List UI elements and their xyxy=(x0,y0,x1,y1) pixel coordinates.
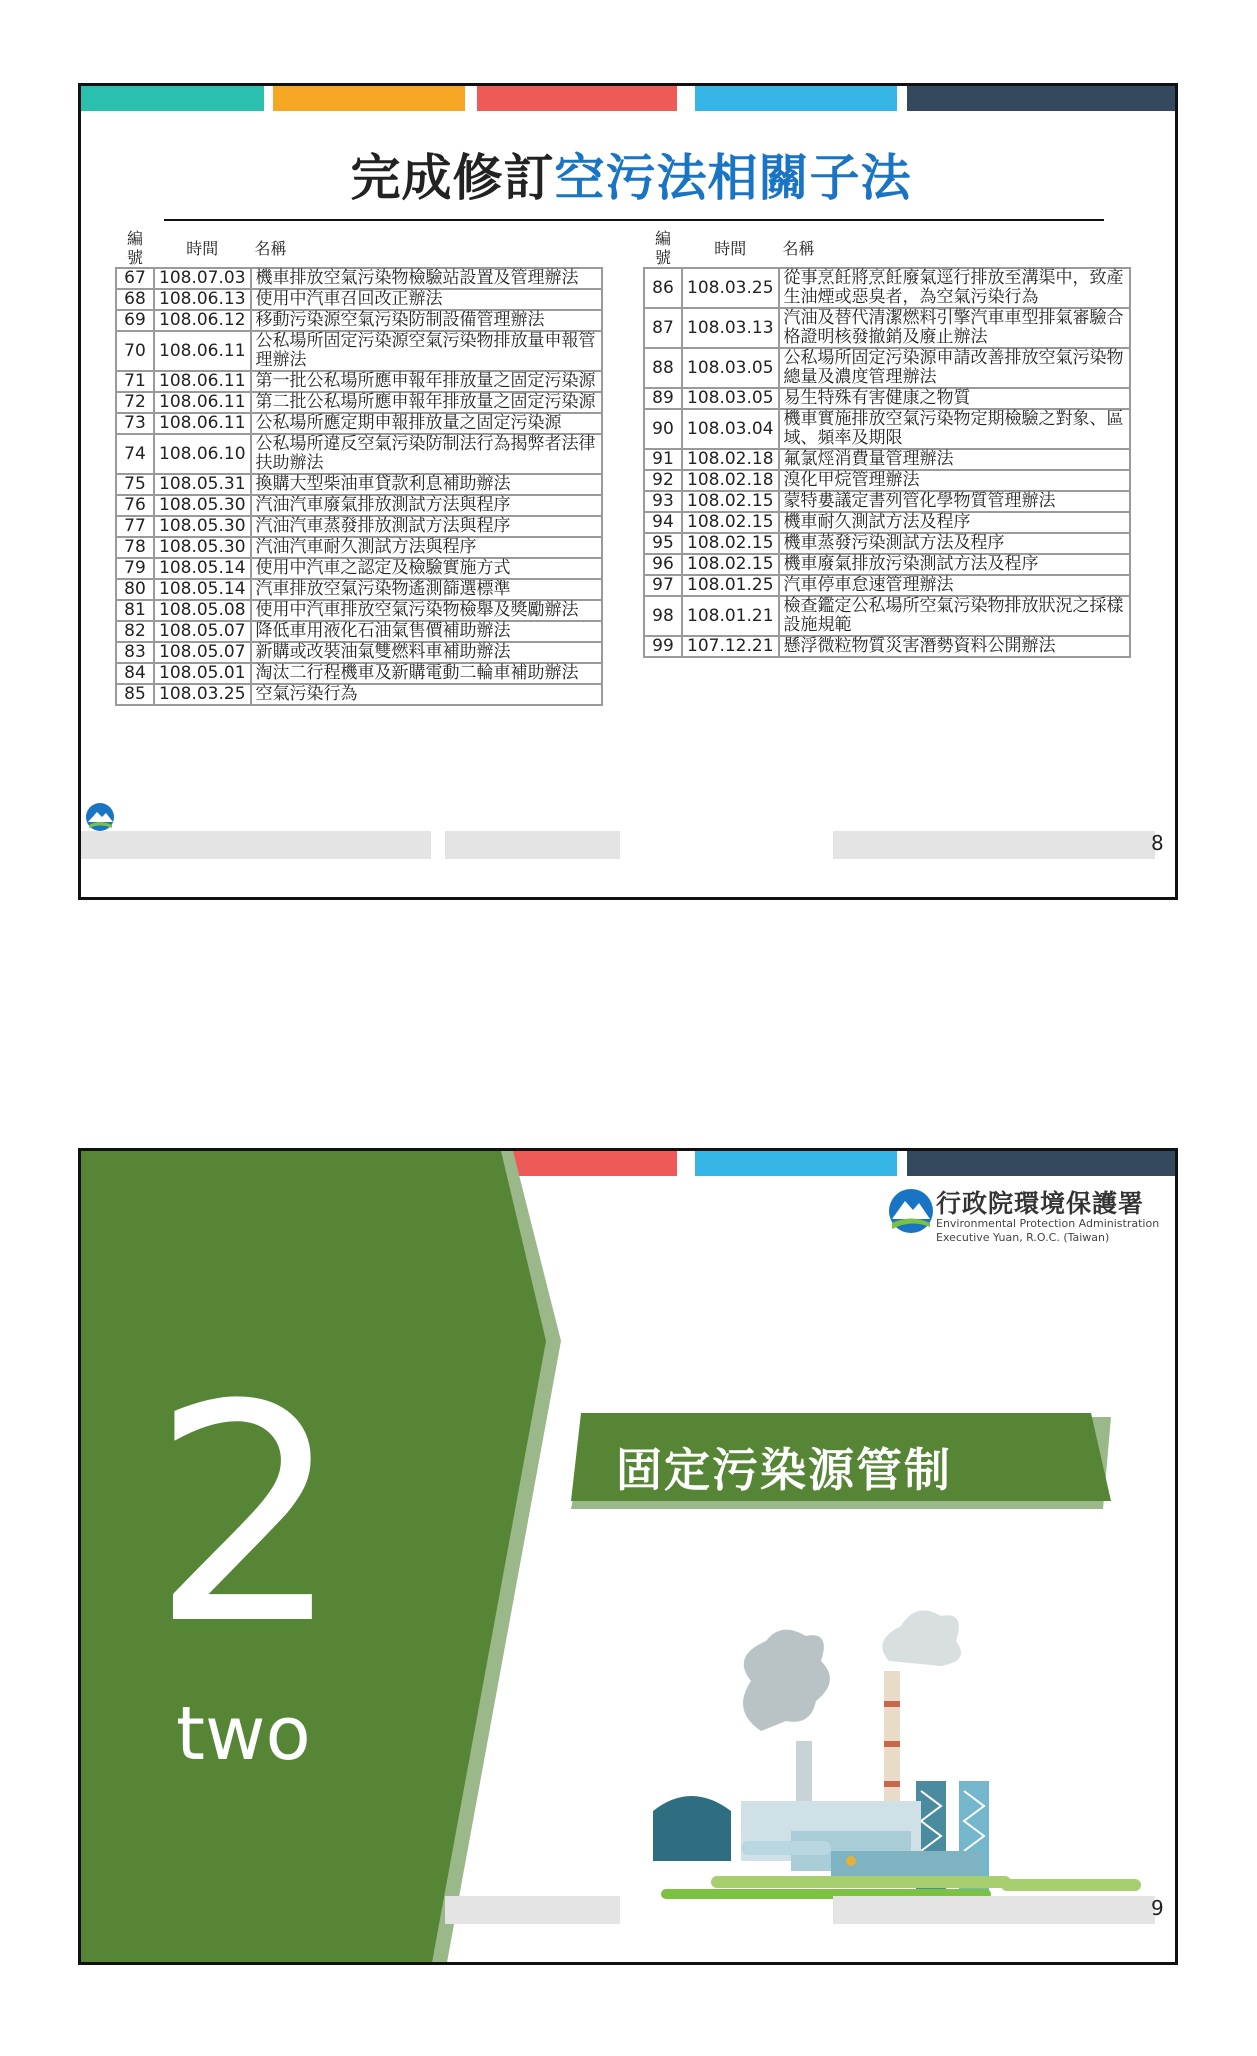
org-name-en-2: Executive Yuan, R.O.C. (Taiwan) xyxy=(936,1231,1110,1244)
table-row xyxy=(116,642,602,663)
row-date: 108.06.11 xyxy=(154,331,251,371)
row-date: 108.02.15 xyxy=(682,512,779,533)
row-name: 空氣污染行為 xyxy=(251,684,602,705)
title-rule xyxy=(164,219,1104,221)
section-word: two xyxy=(176,1691,311,1777)
table-row xyxy=(116,371,602,392)
header-date: 時間 xyxy=(154,228,251,268)
row-date: 108.03.25 xyxy=(682,268,779,308)
row-date: 108.05.30 xyxy=(154,516,251,537)
table-row xyxy=(116,558,602,579)
row-name: 使用中汽車召回改正辦法 xyxy=(251,289,602,310)
table-row xyxy=(116,434,602,474)
table-row xyxy=(644,596,1130,636)
row-name: 換購大型柴油車貸款利息補助辦法 xyxy=(251,474,602,495)
header-date: 時間 xyxy=(682,228,779,268)
table-row xyxy=(644,470,1130,491)
row-name: 檢查鑑定公私場所空氣污染物排放狀況之採樣設施規範 xyxy=(779,596,1130,636)
color-stripes xyxy=(81,86,1175,111)
table-row xyxy=(116,663,602,684)
row-number: 84 xyxy=(116,663,154,684)
row-date: 108.02.15 xyxy=(682,491,779,512)
table-row xyxy=(116,600,602,621)
slide-9 xyxy=(78,1148,1178,1965)
footer-bar xyxy=(833,1896,1155,1924)
row-name: 使用中汽車之認定及檢驗實施方式 xyxy=(251,558,602,579)
row-date: 108.05.31 xyxy=(154,474,251,495)
row-name: 第一批公私場所應申報年排放量之固定污染源 xyxy=(251,371,602,392)
row-number: 68 xyxy=(116,289,154,310)
row-number: 79 xyxy=(116,558,154,579)
row-number: 75 xyxy=(116,474,154,495)
row-date: 108.05.07 xyxy=(154,621,251,642)
row-name: 移動污染源空氣污染防制設備管理辦法 xyxy=(251,310,602,331)
row-number: 94 xyxy=(644,512,682,533)
row-name: 機車耐久測試方法及程序 xyxy=(779,512,1130,533)
row-number: 86 xyxy=(644,268,682,308)
slide-title xyxy=(81,138,1178,210)
row-date: 108.06.10 xyxy=(154,434,251,474)
row-date: 108.07.03 xyxy=(154,268,251,289)
row-name: 汽油汽車蒸發排放測試方法與程序 xyxy=(251,516,602,537)
row-date: 107.12.21 xyxy=(682,636,779,657)
org-name: 行政院環境保護署 xyxy=(936,1189,1145,1218)
row-name: 懸浮微粒物質災害潛勢資料公開辦法 xyxy=(779,636,1130,657)
table-row xyxy=(644,575,1130,596)
table-row xyxy=(116,289,602,310)
table-row xyxy=(116,413,602,434)
row-date: 108.05.07 xyxy=(154,642,251,663)
row-name: 蒙特婁議定書列管化學物質管理辦法 xyxy=(779,491,1130,512)
table-row xyxy=(116,331,602,371)
row-name: 易生特殊有害健康之物質 xyxy=(779,388,1130,409)
table-row xyxy=(644,636,1130,657)
row-name: 汽油汽車耐久測試方法與程序 xyxy=(251,537,602,558)
row-name: 機車排放空氣污染物檢驗站設置及管理辦法 xyxy=(251,268,602,289)
row-date: 108.01.21 xyxy=(682,596,779,636)
row-name: 機車實施排放空氣污染物定期檢驗之對象、區域、頻率及期限 xyxy=(779,409,1130,449)
row-number: 72 xyxy=(116,392,154,413)
section-number: 2 xyxy=(151,1341,342,1690)
factory-illustration xyxy=(641,1541,1161,1901)
row-number: 92 xyxy=(644,470,682,491)
row-name: 從事烹飪將烹飪廢氣逕行排放至溝渠中，致產生油煙或惡臭者，為空氣污染行為 xyxy=(779,268,1130,308)
row-number: 70 xyxy=(116,331,154,371)
row-number: 67 xyxy=(116,268,154,289)
row-number: 81 xyxy=(116,600,154,621)
table-row xyxy=(116,392,602,413)
footer-bar xyxy=(833,831,1155,859)
page-number: 8 xyxy=(1151,831,1164,855)
table-row xyxy=(644,268,1130,308)
row-name: 汽油汽車廢氣排放測試方法與程序 xyxy=(251,495,602,516)
row-name: 公私場所違反空氣污染防制法行為揭弊者法律扶助辦法 xyxy=(251,434,602,474)
table-row xyxy=(116,495,602,516)
row-name: 汽車停車怠速管理辦法 xyxy=(779,575,1130,596)
header-name: 名稱 xyxy=(251,228,602,268)
table-header xyxy=(644,228,1130,268)
row-number: 83 xyxy=(116,642,154,663)
row-date: 108.03.05 xyxy=(682,348,779,388)
row-date: 108.02.18 xyxy=(682,470,779,491)
row-date: 108.03.25 xyxy=(154,684,251,705)
title-blue: 空污法相關子法 xyxy=(554,149,912,207)
row-date: 108.05.14 xyxy=(154,558,251,579)
row-name: 降低車用液化石油氣售價補助辦法 xyxy=(251,621,602,642)
table-row xyxy=(644,533,1130,554)
row-number: 90 xyxy=(644,409,682,449)
row-name: 新購或改裝油氣雙燃料車補助辦法 xyxy=(251,642,602,663)
row-date: 108.06.11 xyxy=(154,392,251,413)
row-number: 73 xyxy=(116,413,154,434)
page-number: 9 xyxy=(1151,1896,1164,1920)
row-name: 機車蒸發污染測試方法及程序 xyxy=(779,533,1130,554)
row-number: 69 xyxy=(116,310,154,331)
row-number: 82 xyxy=(116,621,154,642)
row-number: 80 xyxy=(116,579,154,600)
row-number: 89 xyxy=(644,388,682,409)
table-header xyxy=(116,228,602,268)
header-name: 名稱 xyxy=(779,228,1130,268)
row-number: 85 xyxy=(116,684,154,705)
header-no: 編號 xyxy=(644,228,682,268)
table-row xyxy=(116,537,602,558)
row-name: 機車廢氣排放污染測試方法及程序 xyxy=(779,554,1130,575)
row-number: 88 xyxy=(644,348,682,388)
table-row xyxy=(644,409,1130,449)
row-name: 氟氯烴消費量管理辦法 xyxy=(779,449,1130,470)
header-no: 編號 xyxy=(116,228,154,268)
table-row xyxy=(116,579,602,600)
epa-logo-icon xyxy=(85,802,115,832)
row-date: 108.05.14 xyxy=(154,579,251,600)
row-number: 95 xyxy=(644,533,682,554)
table-row xyxy=(116,516,602,537)
row-number: 76 xyxy=(116,495,154,516)
row-date: 108.02.15 xyxy=(682,533,779,554)
table-row xyxy=(644,308,1130,348)
section-title: 固定污染源管制 xyxy=(616,1443,952,1497)
row-name: 淘汰二行程機車及新購電動二輪車補助辦法 xyxy=(251,663,602,684)
row-date: 108.01.25 xyxy=(682,575,779,596)
row-date: 108.06.12 xyxy=(154,310,251,331)
table-row xyxy=(116,310,602,331)
table-row xyxy=(116,474,602,495)
table-row xyxy=(644,491,1130,512)
row-date: 108.03.13 xyxy=(682,308,779,348)
table-row xyxy=(116,621,602,642)
row-name: 溴化甲烷管理辦法 xyxy=(779,470,1130,491)
table-row xyxy=(644,449,1130,470)
org-name-en-1: Environmental Protection Administration xyxy=(936,1217,1160,1230)
table-row xyxy=(644,554,1130,575)
row-name: 汽油及替代清潔燃料引擎汽車車型排氣審驗合格證明核發撤銷及廢止辦法 xyxy=(779,308,1130,348)
row-name: 公私場所應定期申報排放量之固定污染源 xyxy=(251,413,602,434)
row-number: 87 xyxy=(644,308,682,348)
row-name: 使用中汽車排放空氣污染物檢舉及獎勵辦法 xyxy=(251,600,602,621)
row-date: 108.06.13 xyxy=(154,289,251,310)
table-row xyxy=(644,388,1130,409)
row-number: 97 xyxy=(644,575,682,596)
title-black: 完成修訂 xyxy=(350,149,555,207)
row-number: 98 xyxy=(644,596,682,636)
row-date: 108.05.08 xyxy=(154,600,251,621)
row-number: 99 xyxy=(644,636,682,657)
row-date: 108.02.15 xyxy=(682,554,779,575)
row-date: 108.05.01 xyxy=(154,663,251,684)
row-number: 91 xyxy=(644,449,682,470)
row-number: 71 xyxy=(116,371,154,392)
table-row xyxy=(644,348,1130,388)
row-name: 公私場所固定污染源空氣污染物排放量申報管理辦法 xyxy=(251,331,602,371)
footer-bar xyxy=(81,831,431,859)
table-row xyxy=(116,268,602,289)
law-table-left xyxy=(115,228,603,706)
row-number: 78 xyxy=(116,537,154,558)
row-number: 93 xyxy=(644,491,682,512)
table-row xyxy=(116,684,602,705)
slide-8 xyxy=(78,83,1178,900)
row-number: 74 xyxy=(116,434,154,474)
row-date: 108.05.30 xyxy=(154,537,251,558)
row-date: 108.02.18 xyxy=(682,449,779,470)
row-name: 公私場所固定污染源申請改善排放空氣污染物總量及濃度管理辦法 xyxy=(779,348,1130,388)
row-number: 77 xyxy=(116,516,154,537)
row-date: 108.05.30 xyxy=(154,495,251,516)
row-date: 108.06.11 xyxy=(154,413,251,434)
row-name: 汽車排放空氣污染物遙測篩選標準 xyxy=(251,579,602,600)
row-date: 108.03.04 xyxy=(682,409,779,449)
row-date: 108.06.11 xyxy=(154,371,251,392)
footer-bar xyxy=(445,831,620,859)
footer-bar xyxy=(445,1896,620,1924)
table-row xyxy=(644,512,1130,533)
row-name: 第二批公私場所應申報年排放量之固定污染源 xyxy=(251,392,602,413)
row-number: 96 xyxy=(644,554,682,575)
row-date: 108.03.05 xyxy=(682,388,779,409)
law-table-right xyxy=(643,228,1131,658)
